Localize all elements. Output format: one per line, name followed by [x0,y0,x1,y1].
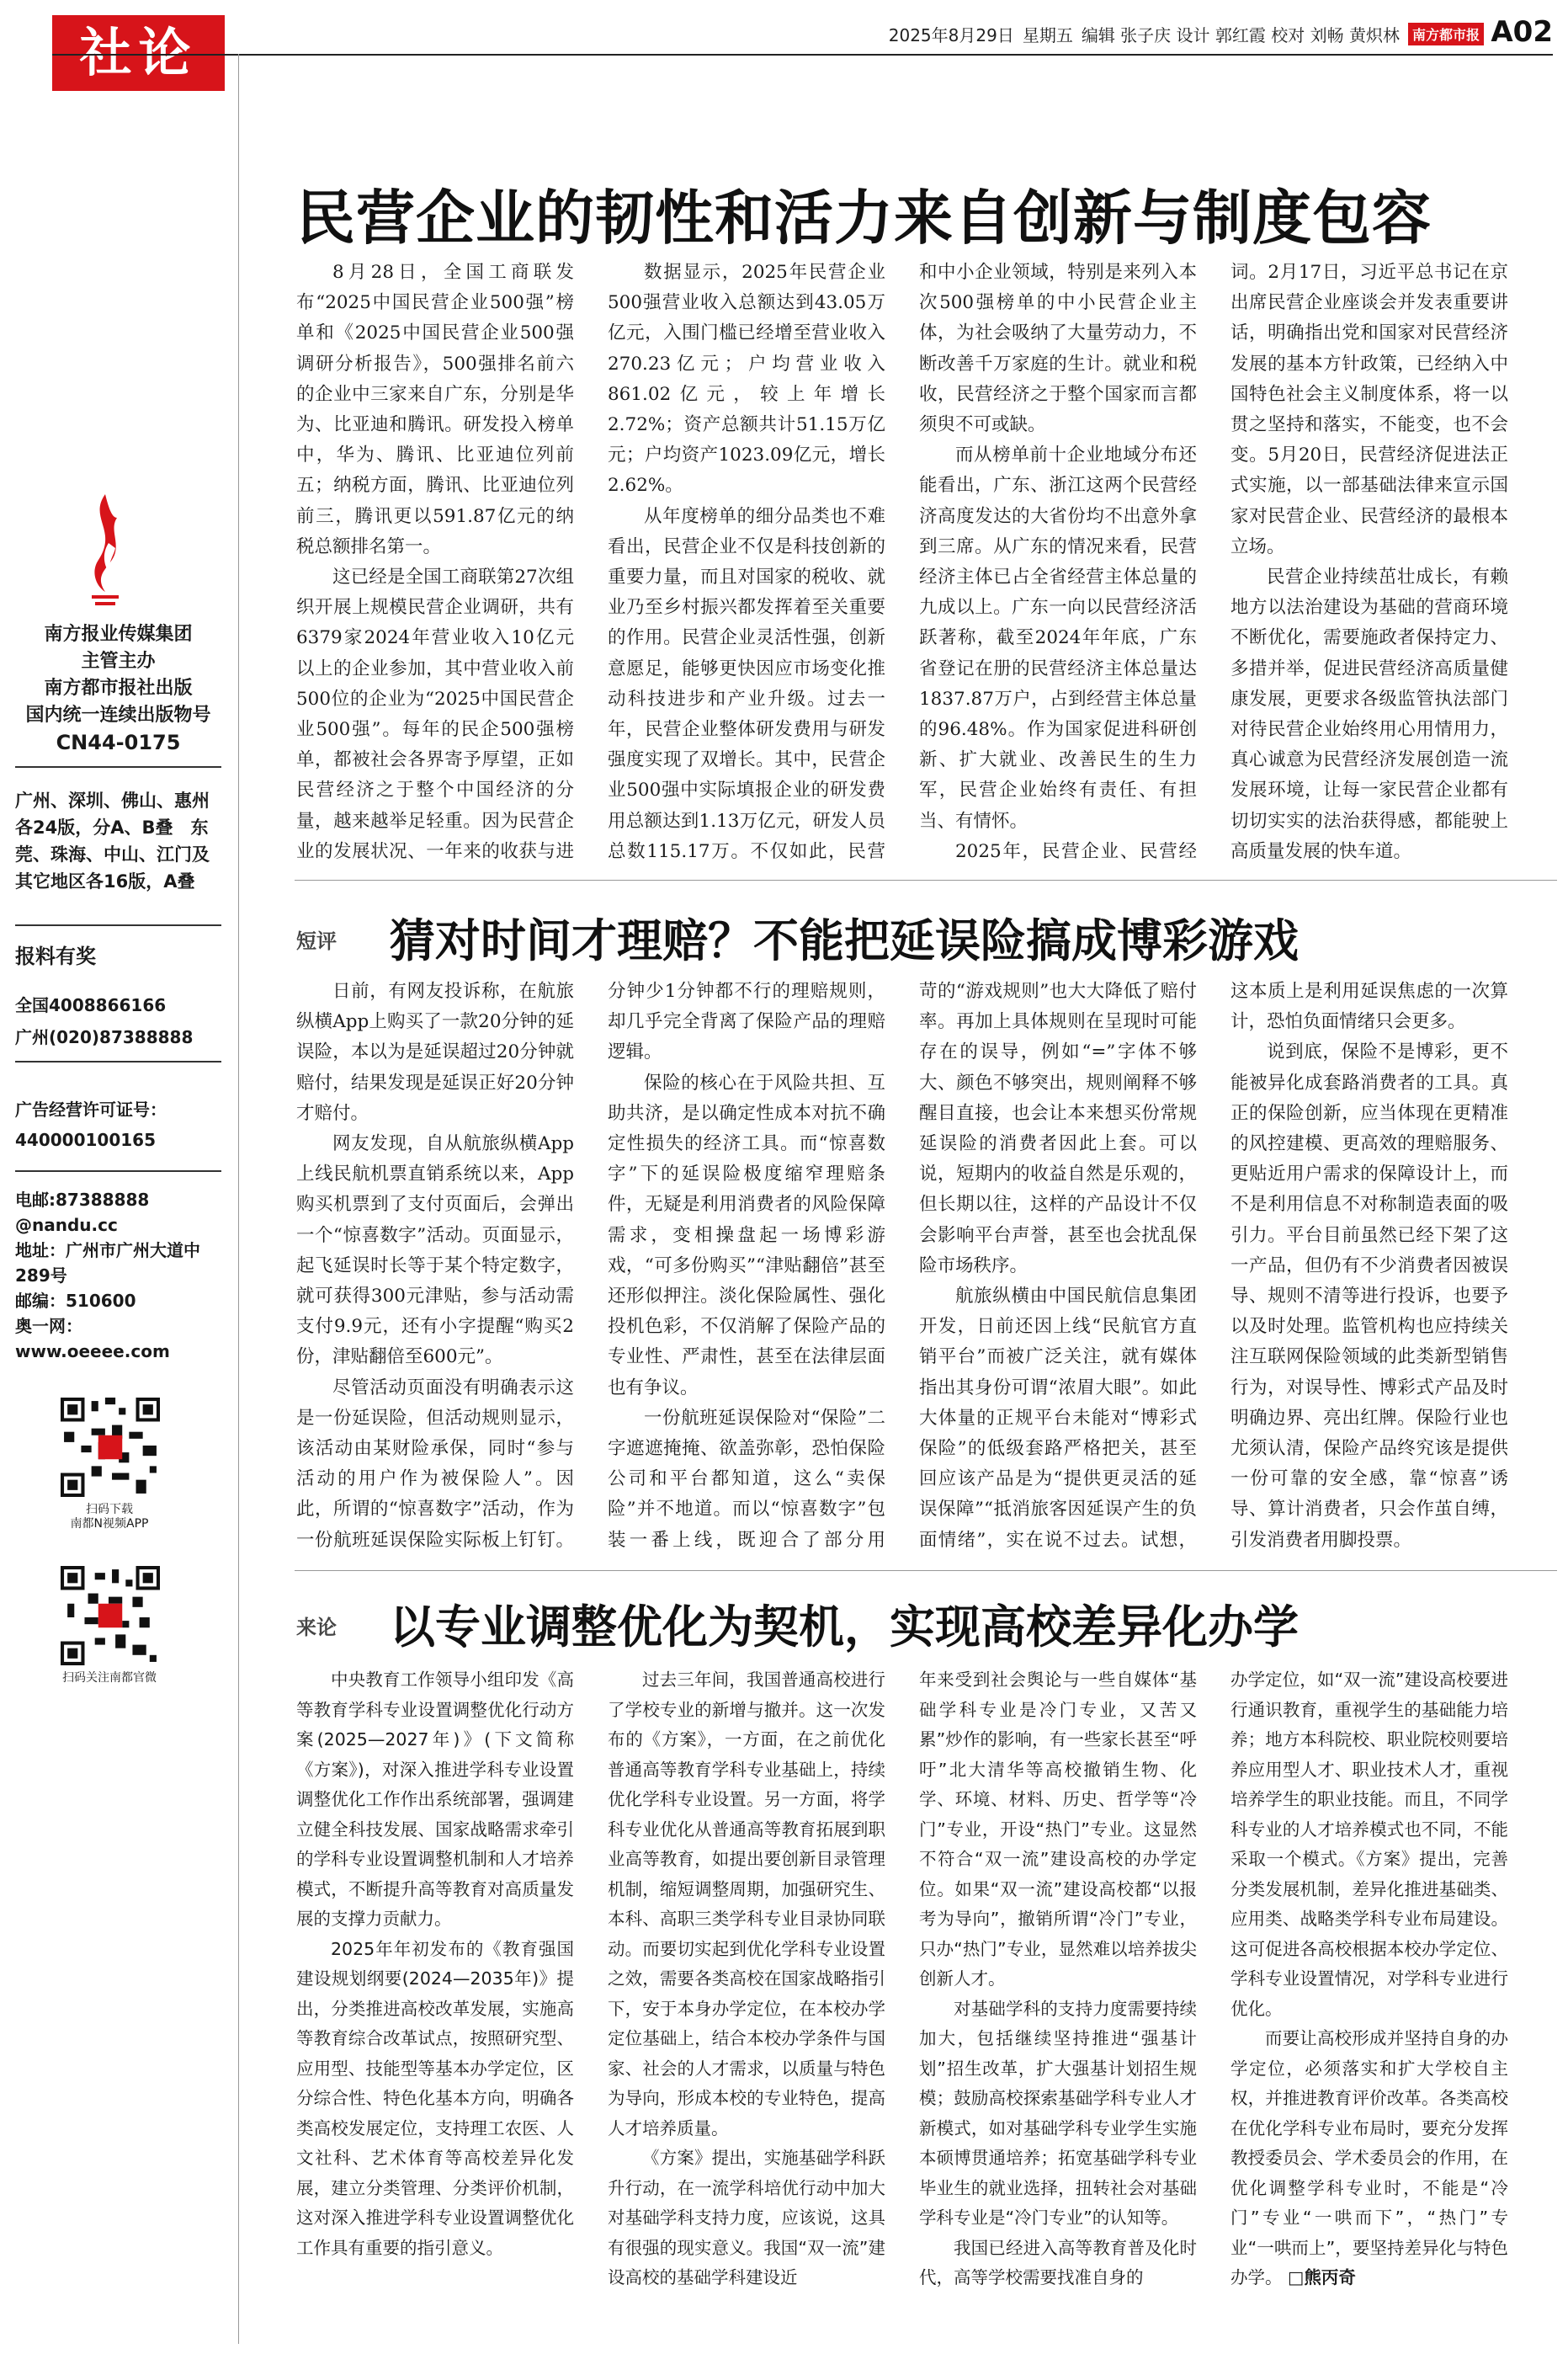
paragraph: 说到底，保险不是博彩，更不能被异化成套路消费者的工具。真正的保险创新，应当体现在更精准的风控建模、更高效的理赔服务、更贴近用户需求的保障设计上，而不是利用信息不对称制造表面的吸引力。平台目前虽然已经下架了这一产品，但仍有不少消费者因被误导、规则不清等进行投诉，也要予以及时处理。监管机构也应持续关注互联网保险领域的此类新型销售行为，对误导性、博彩式产品及时明确边界、亮出红牌。保险行业也尤须认清，保险产品终究该是提供一份可靠的安全感，靠“惊喜”诱导、算计消费者，只会作茧自缚，引发消费者用脚投票。 [1230,1041,1508,1551]
paragraph [1230,2024,1508,2293]
paragraph: 保险的核心在于风险共担、互助共济，是以确定性成本对抗不确定性损失的经济工具。而“惊喜数字”下的延误险极度缩窄理赔条件，无疑是利用消费者的风险保障需求，变相操盘起一场博彩游戏，“可多份购买”“津贴翻倍”甚至还形似押注。淡化保险属性、强化投机色彩，不仅消解了保险产品的专业性、严肃性，甚至在法律层面也有争议。 [608,1072,885,1398]
qr-weibo-caption: 扫码关注南都官微 [62,1671,157,1685]
issue-weekday: 星期五 [1022,25,1073,45]
article3-column-1 [296,1665,574,2339]
publisher-info [15,621,221,756]
contact-line: @nandu.cc [15,1215,118,1235]
contact-line: 奥一网： [15,1316,82,1336]
paragraph: 2025年年初发布的《教育强国建设规划纲要(2024—2035年)》提出，分类推进高校改革发展，实施高等教育综合改革试点，按照研究型、应用型、技能型等基本办学定位，区分综合性、特色化基本方向，明确各类高校发展定位，支持理工农医、人文社科、艺术体育等高校差异化发展，建立分类管理、分类评价机制，这对深入推进学科专业设置调整优化工作具有重要的指引意义。 [296,1938,574,2258]
article2-column-2 [608,977,885,1558]
article2-column-1 [296,977,574,1558]
tips-hotlines [15,989,221,1053]
qr-code-app-icon[interactable] [61,1398,160,1497]
license-number: 440000100165 [15,1130,156,1150]
paragraph: 分钟少1分钟都不行的理赔规则，却几乎完全背离了保险产品的理赔逻辑。 [608,981,885,1063]
page-number: A02 [1491,15,1553,49]
paragraph: 和中小企业领域，特别是来列入本次500强榜单的中小民营企业主体，为社会吸纳了大量劳动力，不断改善千万家庭的生计。就业和税收，民营经济之于整个国家而言都须臾不可或缺。 [919,262,1197,436]
paragraph: 2025年，民营企业、民营经 [955,840,1197,862]
article3-column-4 [1230,1665,1508,2339]
article2-kicker: 短评 [296,929,337,953]
publisher-line: 国内统一连续出版物号 [25,705,211,726]
author-signature: □熊丙奇 [1288,2267,1356,2287]
article1-title: 民营企业的韧性和活力来自创新与制度包容 [296,184,1432,253]
license-label: 广告经营许可证号： [15,1100,167,1120]
article2-column-3 [919,977,1197,1558]
website-link[interactable]: www.oeeee.com [15,1341,170,1361]
paragraph: 从年度榜单的细分品类也不难看出，民营企业不仅是科技创新的重要力量，而且对国家的税收、就业乃至乡村振兴都发挥着至关重要的作用。民营企业灵活性强，创新意愿足，能够更快因应市场变化推动科技进步和产业升级。过去一年，民营企业整体研发费用与研发强度实现了双增长。其中，民营企业500强中实际填报企业的研发费用总额达到1.13万亿元，研发人员总数115.17万。不仅如此，民营 [608,505,885,862]
section-divider [295,1570,1557,1571]
publisher-line: 南方都市报社出版 [44,678,193,699]
header-rule [52,54,1553,56]
paragraph: 中央教育工作领导小组印发《高等教育学科专业设置调整优化行动方案(2025—2027年)》(下文简称《方案》)，对深入推进学科专业设置调整优化工作作出系统部署，强调建立健全科技发展、国家战略需求牵引的学科专业设置调整机制和人才培养模式，不断提升高等教育对高质量发展的支撑力贡献力。 [296,1670,574,1929]
paragraph: 我国已经进入高等教育普及化时代，高等学校需要找准自身的 [919,2237,1197,2287]
article1-column-1 [296,258,574,868]
article3-column-2 [608,1665,885,2339]
paragraph: 年来受到社会舆论与一些自媒体“基础学科专业是冷门专业，又苦又累”炒作的影响，有一些家长甚至“呼吁”北大清华等高校撤销生物、化学、环境、材料、历史、哲学等“冷门”专业，开设“热门”专业。这显然不符合“双一流”建设高校的办学定位。如果“双一流”建设高校都“以报考为导向”，撤销所谓“冷门”专业，只办“热门”专业，显然难以培养拔尖创新人才。 [919,1670,1197,1989]
article1-column-4 [1230,258,1508,868]
article3-title: 以专业调整优化为契机，实现高校差异化办学 [390,1600,1299,1654]
paragraph: 8月28日，全国工商联发布“2025中国民营企业500强”榜单和《2025中国民营企业500强调研分析报告》，500强排名前六的企业中三家来自广东，分别是华为、比亚迪和腾讯。研发投入榜单中，华为、腾讯、比亚迪位列前五；纳税方面，腾讯、比亚迪位列前三，腾讯更以591.87亿元的纳税总额排名第一。 [296,262,574,557]
contact-line: 电邮:87388888 [15,1190,150,1210]
paragraph: 对基础学科的支持力度需要持续加大，包括继续坚持推进“强基计划”招生改革，扩大强基计划招生规模；鼓励高校探索基础学科专业人才新模式，如对基础学科专业学生实施本硕博贯通培养；拓宽基础学科专业毕业生的就业选择，扭转社会对基础学科专业是“冷门专业”的认知等。 [919,1998,1197,2228]
ad-license [15,1094,221,1155]
publisher-line: 南方报业传媒集团 [44,624,193,645]
sidebar-divider [238,54,239,2344]
issue-date: 2025年8月29日 [888,25,1014,45]
article3-column-3 [919,1665,1197,2339]
paragraph: 苛的“游戏规则”也大大降低了赔付率。再加上具体规则在呈现时可能存在的误导，例如“=”字体不够大、颜色不够突出，规则阐释不够醒目直接，也会让本来想买份常规延误险的消费者因此上套。可以说，短期内的收益自然是乐观的，但长期以往，这样的产品设计不仅会影响平台声誉，甚至也会扰乱保险市场秩序。 [919,981,1197,1276]
article1-column-3 [919,258,1197,868]
qr-caption-line: 南都N视频APP [70,1517,149,1531]
article2-title: 猜对时间才理赔？不能把延误险搞成博彩游戏 [390,914,1299,967]
paragraph: 航旅纵横由中国民航信息集团开发，日前还因上线“民航官方直销平台”而被广泛关注，就有媒体指出其身份可谓“浓眉大眼”。如此大体量的正规平台未能对“博彩式保险”的低级套路严格把关，甚至回应该产品是为“提供更灵活的延误保障”“抵消旅客因延误产生的负面情绪”，实在说不过去。试想， [919,1286,1197,1551]
paragraph: 民营企业持续茁壮成长，有赖地方以法治建设为基础的营商环境不断优化，需要施政者保持定力、多措并举，促进民营经济高质量健康发展，更要求各级监管执法部门对待民营企业始终用心用情用力，真心诚意为民营经济发展创造一流发展环境，让每一家民营企业都有切切实实的法治获得感，都能驶上高质量发展的快车道。 [1230,567,1508,862]
issn-number: CN44-0175 [56,731,181,754]
flame-logo-icon [80,493,130,610]
paragraph: 《方案》提出，实施基础学科跃升行动，在一流学科培优行动中加大对基础学科支持力度，应该说，这具有很强的现实意义。我国“双一流”建设高校的基础学科建设近 [608,2148,885,2287]
article2-column-4 [1230,977,1508,1558]
section-divider [295,880,1557,881]
paragraph: 而从榜单前十企业地域分布还能看出，广东、浙江这两个民营经济高度发达的大省份均不出意外拿到三席。从广东的情况来看，民营经济主体已占全省经营主体总量的九成以上。广东一向以民营经济活跃著称，截至2024年年底，广东省登记在册的民营经济主体总量达1837.87万户，占到经营主体总量的96.48%。作为国家促进科研创新、扩大就业、改善民生的生力军，民营企业始终有责任、有担当、有情怀。 [919,445,1197,832]
paragraph: 尽管活动页面没有明确表示这是一份延误险，但活动规则显示，该活动由某财险承保，同时“参与活动的用户作为被保险人”。因此，所谓的“惊喜数字”活动，作为一份航班延误保险实际板上钉钉。 [296,1377,574,1551]
qr-caption-line: 扫码下载 [86,1503,133,1516]
staff-credits: 编辑 张子庆 设计 郭红霞 校对 刘畅 黄炽林 [1081,25,1400,45]
qr-app-caption [34,1503,185,1531]
tips-title: 报料有奖 [15,945,96,968]
paragraph-text: 而要让高校形成并坚持自身的办学定位，必须落实和扩大学校自主权，并推进教育评价改革。各类高校在优化学科专业布局时，要充分发挥教授委员会、学术委员会的作用，在优化调整学科专业时，不能是“冷门”专业“一哄而下”，“热门”专业“一哄而上”，要坚持差异化与特色办学。 [1230,2028,1508,2287]
paragraph: 这已经是全国工商联第27次组织开展上规模民营企业调研，共有6379家2024年营业收入10亿元以上的企业参加，其中营业收入前500位的企业为“2025中国民营企业500强”。每年的民企500强榜单，都被社会各界寄予厚望，正如民营经济之于整个中国经济的分量，越来越举足轻重。因为民营企业的发展状况、一年来的收获与进 [296,567,574,862]
contact-line: 邮编：510600 [15,1291,136,1311]
paragraph: 办学定位，如“双一流”建设高校要进行通识教育，重视学生的基础能力培养；地方本科院校、职业院校则要培养应用型人才、职业技术人才，重视培养学生的职业技能。而且，不同学科专业的人才培养模式也不同，不能采取一个模式。《方案》提出，完善分类发展机制，差异化推进基础类、应用类、战略类学科专业布局建设。这可促进各高校根据本校办学定位、学科专业设置情况，对学科专业进行优化。 [1230,1670,1508,2019]
contact-line: 地址：广州市广州大道中289号 [15,1240,200,1286]
tips-hotline: 广州(020)87388888 [15,1027,194,1047]
section-tag: 社论 [52,15,225,91]
editions-info: 广州、深圳、佛山、惠州各24版，分A、B叠 东莞、珠海、中山、江门及其它地区各16版，A叠 [15,791,210,892]
paragraph: 日前，有网友投诉称，在航旅纵横App上购买了一款20分钟的延误险，本以为是延误超过20分钟就赔付，结果发现是延误正好20分钟才赔付。 [296,981,574,1124]
sidebar-rule [15,766,221,768]
page-meta [889,22,1484,46]
paragraph: 这本质上是利用延误焦虑的一次算计，恐怕负面情绪只会更多。 [1230,981,1508,1033]
paragraph: 一份航班延误保险对“保险”二字遮遮掩掩、欲盖弥彰，恐怕保险公司和平台都知道，这么“卖保险”并不地道。而以“惊喜数字”包装一番上线，既迎合了部分用 [608,1407,885,1551]
sidebar-rule [15,1061,221,1062]
tips-hotline: 全国4008866166 [15,995,167,1015]
qr-code-weibo-icon[interactable] [61,1566,160,1665]
article3-kicker: 来论 [296,1616,337,1639]
publisher-line: 主管主办 [81,651,156,672]
paragraph: 网友发现，自从航旅纵横App上线民航机票直销系统以来，App购买机票到了支付页面后，会弹出一个“惊喜数字”活动。页面显示，起飞延误时长等于某个特定数字，就可获得300元津贴，参与活动需支付9.9元，还有小字提醒“购买2份，津贴翻倍至600元”。 [296,1133,574,1368]
paragraph: 过去三年间，我国普通高校进行了学校专业的新增与撤并。这一次发布的《方案》，一方面，在之前优化普通高等教育学科专业基础上，持续优化学科专业设置。另一方面，将学科专业优化从普通高等教育拓展到职业高等教育，如提出要创新目录管理机制，缩短调整周期，加强研究生、本科、高职三类学科专业目录协同联动。而要切实起到优化学科专业设置之效，需要各类高校在国家战略指引下，安于本身办学定位，在本校办学定位基础上，结合本校办学条件与国家、社会的人才需求，以质量与特色为导向，形成本校的专业特色，提高人才培养质量。 [608,1670,885,2138]
brand-logo: 南方都市报 [1408,23,1484,45]
paragraph: 词。2月17日，习近平总书记在京出席民营企业座谈会并发表重要讲话，明确指出党和国家对民营经济发展的基本方针政策，已经纳入中国特色社会主义制度体系，将一以贯之坚持和落实，不能变，也不会变。5月20日，民营经济促进法正式实施，以一部基础法律来宣示国家对民营企业、民营经济的最根本立场。 [1230,262,1508,557]
sidebar-rule [15,924,221,926]
article1-column-2 [608,258,885,868]
paragraph: 数据显示，2025年民营企业500强营业收入总额达到43.05万亿元，入围门槛已经增至营业收入270.23亿元；户均营业收入861.02亿元，较上年增长2.72%；资产总额共计51.15万亿元；户均资产1023.09亿元，增长2.62%。 [608,262,885,497]
contact-info [15,1187,221,1364]
sidebar-rule [15,1170,221,1172]
